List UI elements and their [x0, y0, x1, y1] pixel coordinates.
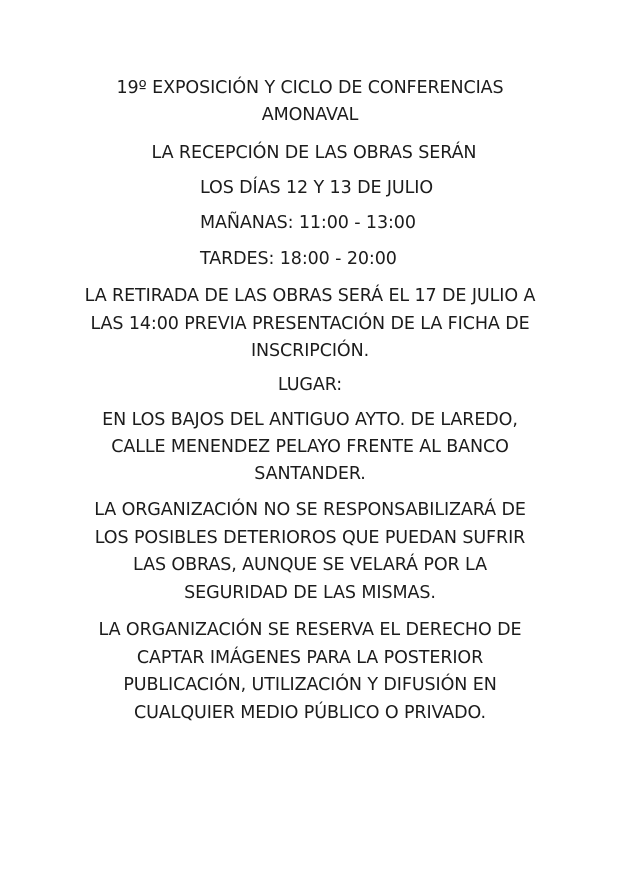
withdrawal-line-2: LAS 14:00 PREVIA PRESENTACIÓN DE LA FICHA DE [90, 314, 530, 334]
disclaimer-line-1: LA ORGANIZACIÓN NO SE RESPONSABILIZARÁ DE [94, 500, 526, 520]
disclaimer-line-2: LOS POSIBLES DETERIOROS QUE PUEDAN SUFRIR [94, 528, 526, 548]
reception-intro: LA RECEPCIÓN DE LAS OBRAS SERÁN [151, 143, 477, 163]
reception-days: LOS DÍAS 12 Y 13 DE JULIO [200, 178, 434, 198]
rights-line-1: LA ORGANIZACIÓN SE RESERVA EL DERECHO DE [98, 620, 522, 640]
rights-line-3: PUBLICACIÓN, UTILIZACIÓN Y DIFUSIÓN EN [123, 675, 497, 695]
mornings-schedule: MAÑANAS: 11:00 - 13:00 [200, 213, 416, 233]
rights-line-4: CUALQUIER MEDIO PÚBLICO O PRIVADO. [134, 703, 486, 723]
place-line-2: CALLE MENENDEZ PELAYO FRENTE AL BANCO [111, 437, 509, 457]
place-line-1: EN LOS BAJOS DEL ANTIGUO AYTO. DE LAREDO, [102, 410, 518, 430]
withdrawal-line-1: LA RETIRADA DE LAS OBRAS SERÁ EL 17 DE JULIO A [84, 286, 536, 306]
afternoons-schedule: TARDES: 18:00 - 20:00 [200, 249, 397, 269]
place-label: LUGAR: [277, 375, 343, 395]
title-line-2: AMONAVAL [261, 105, 359, 125]
disclaimer-line-4: SEGURIDAD DE LAS MISMAS. [184, 583, 436, 603]
rights-line-2: CAPTAR IMÁGENES PARA LA POSTERIOR [136, 648, 484, 668]
place-line-3: SANTANDER. [254, 464, 366, 484]
disclaimer-line-3: LAS OBRAS, AUNQUE SE VELARÁ POR LA [133, 555, 487, 575]
title-line-1: 19º EXPOSICIÓN Y CICLO DE CONFERENCIAS [116, 78, 504, 98]
withdrawal-line-3: INSCRIPCIÓN. [250, 341, 370, 361]
